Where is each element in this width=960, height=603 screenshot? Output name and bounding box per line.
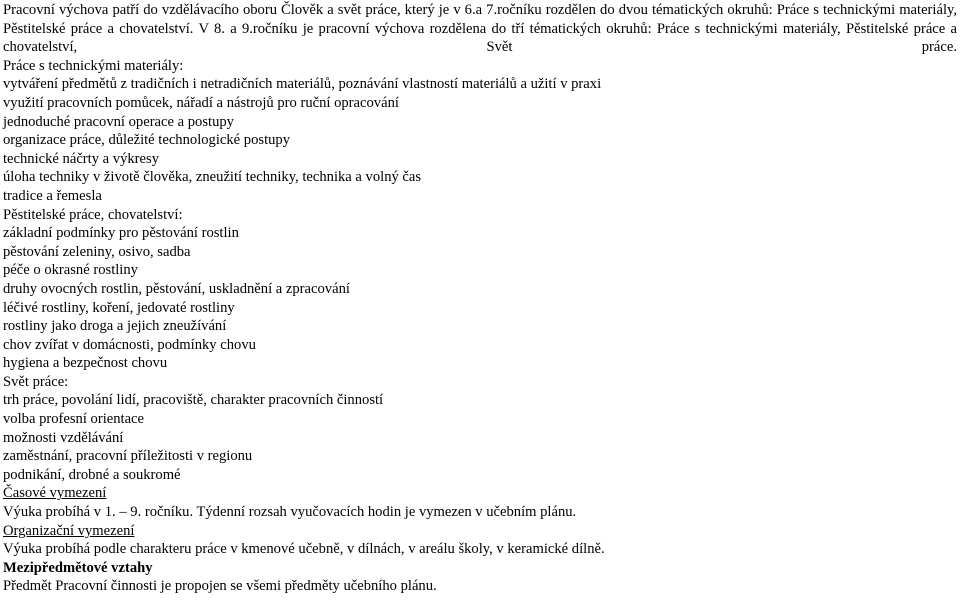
- organization-heading: Organizační vymezení: [3, 522, 135, 539]
- list-item: trh práce, povolání lidí, pracoviště, charakter pracovních činností: [3, 392, 384, 409]
- list-item: úloha techniky v životě člověka, zneužití techniky, technika a volný čas: [3, 169, 422, 186]
- list-item: pěstování zeleniny, osivo, sadba: [3, 243, 191, 260]
- cross-curricular-text: Předmět Pracovní činnosti je propojen se všemi předměty učebního plánu.: [3, 578, 437, 595]
- list-item: organizace práce, důležité technologické postupy: [3, 132, 291, 149]
- list-item: jednoduché pracovní operace a postupy: [3, 113, 234, 130]
- list-item: chov zvířat v domácnosti, podmínky chovu: [3, 336, 256, 353]
- list-item: základní podmínky pro pěstování rostlin: [3, 225, 239, 242]
- list-item: technické náčrty a výkresy: [3, 150, 159, 167]
- list-item: možnosti vzdělávání: [3, 429, 124, 446]
- list-item: péče o okrasné rostliny: [3, 262, 138, 279]
- organization-text: Výuka probíhá podle charakteru práce v kmenové učebně, v dílnách, v areálu školy, v keramické dílně.: [3, 541, 605, 558]
- section-heading-world-of-work: Svět práce:: [3, 373, 69, 390]
- section-heading-growing: Pěstitelské práce, chovatelství:: [3, 206, 183, 223]
- cross-curricular-heading: Mezipředmětové vztahy: [3, 559, 153, 576]
- list-item: vytváření předmětů z tradičních i netradičních materiálů, poznávání vlastností materiálů a užití v praxi: [3, 76, 602, 93]
- list-item: zaměstnání, pracovní příležitosti v regionu: [3, 448, 253, 465]
- list-item: tradice a řemesla: [3, 187, 102, 204]
- list-item: využití pracovních pomůcek, nářadí a nástrojů pro ruční opracování: [3, 94, 399, 111]
- list-item: rostliny jako droga a jejich zneužívání: [3, 318, 227, 335]
- list-item: léčivé rostliny, koření, jedovaté rostliny: [3, 299, 235, 316]
- time-allocation-text: Výuka probíhá v 1. – 9. ročníku. Týdenní rozsah vyučovacích hodin je vymezen v učebním plánu.: [3, 504, 577, 521]
- time-allocation-heading: Časové vymezení: [3, 485, 107, 502]
- document-body: [3, 1, 957, 596]
- list-item: hygiena a bezpečnost chovu: [3, 355, 168, 372]
- section-heading-technical: Práce s technickými materiály:: [3, 57, 184, 74]
- list-item: druhy ovocných rostlin, pěstování, uskladnění a zpracování: [3, 280, 350, 297]
- list-item: podnikání, drobné a soukromé: [3, 466, 181, 483]
- list-item: volba profesní orientace: [3, 411, 145, 428]
- intro-paragraph: Pracovní výchova patří do vzdělávacího oboru Člověk a svět práce, který je v 6.a 7.ročníku rozdělen do dvou tématických okruhů: Práce s technickými materiály, Pěstitelské práce a chovatelství. V 8. a 9.ročníku je pracovní výchova rozdělena do tří tématických okruhů: Práce s technickými materiály, Pěstitelské práce a chovatelství, Svět práce.: [3, 2, 957, 56]
